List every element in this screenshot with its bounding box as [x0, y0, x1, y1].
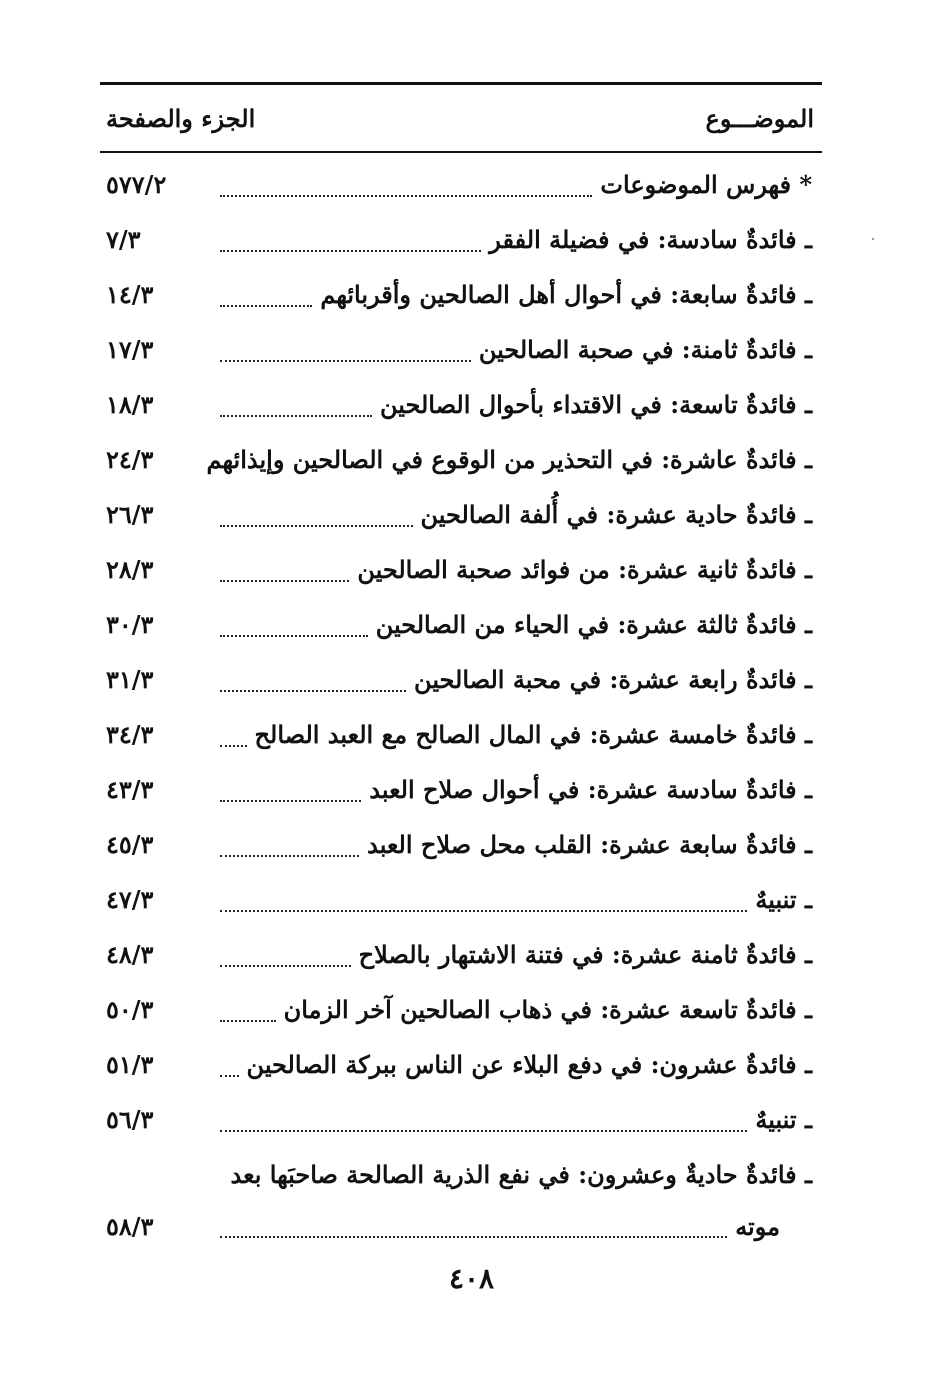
dot-leader	[220, 621, 368, 637]
index-entry	[100, 322, 822, 377]
entry-title: ـ فائدةٌ خامسة عشرة: في المال الصالح مع العبد الصالح	[254, 720, 812, 749]
entry-page: ١٤/٣	[106, 280, 154, 309]
dot-leader	[220, 511, 413, 527]
entry-page: ١٨/٣	[106, 390, 154, 419]
table-header	[100, 85, 822, 151]
entry-title: ـ فائدةٌ ثامنة: في صحبة الصالحين	[478, 335, 812, 364]
entry-title: ـ فائدةٌ ثالثة عشرة: في الحياء من الصالحين	[375, 610, 812, 639]
index-entry	[100, 597, 822, 652]
dot-leader	[220, 401, 372, 417]
entry-title: ـ فائدةٌ رابعة عشرة: في محبة الصالحين	[414, 665, 812, 694]
entry-title: ـ فائدةٌ تاسعة: في الاقتداء بأحوال الصالحين	[379, 390, 812, 419]
dot-leader	[220, 1061, 239, 1077]
dot-leader	[220, 896, 747, 912]
index-entry-continuation	[100, 1202, 822, 1250]
index-entry	[100, 652, 822, 707]
index-entry	[100, 927, 822, 982]
entry-title: ـ فائدةٌ ثانية عشرة: من فوائد صحبة الصالحين	[357, 555, 812, 584]
entry-page: ٢٤/٣	[106, 445, 154, 474]
dot-leader	[220, 841, 359, 857]
dot-leader	[220, 291, 312, 307]
entry-title: * فهرس الموضوعات	[600, 170, 812, 199]
index-entry	[100, 762, 822, 817]
index-entry	[100, 872, 822, 927]
index-entry-first-line	[100, 1147, 822, 1202]
dot-leader	[220, 1116, 747, 1132]
dot-leader	[220, 951, 351, 967]
page-number: ٤٠٨	[448, 1262, 495, 1295]
page-column-heading: الجزء والصفحة	[106, 103, 256, 133]
index-entry	[100, 1092, 822, 1147]
entry-title: ـ فائدةٌ عاشرة: في التحذير من الوقوع في الصالحين وإيذائهم	[206, 445, 812, 474]
entry-page: ٢٦/٣	[106, 500, 154, 529]
entry-title: ـ فائدةٌ سادسة عشرة: في أحوال صلاح العبد	[369, 775, 812, 804]
index-entry	[100, 157, 822, 212]
entry-page: ٤٣/٣	[106, 775, 154, 804]
dot-leader	[220, 236, 481, 252]
dot-leader	[220, 181, 592, 197]
index-entry	[100, 542, 822, 597]
dot-leader	[220, 786, 361, 802]
dot-leader	[220, 731, 247, 747]
entry-title: ـ فائدةٌ عشرون: في دفع البلاء عن الناس ببركة الصالحين	[246, 1050, 812, 1079]
entry-title: ـ فائدةٌ تاسعة عشرة: في ذهاب الصالحين آخر الزمان	[283, 995, 812, 1024]
entry-title: ـ فائدةٌ سابعة: في أحوال أهل الصالحين وأقربائهم	[320, 280, 812, 309]
entry-page: ١٧/٣	[106, 335, 154, 364]
entry-page: ٧/٣	[106, 225, 141, 254]
dot-leader	[220, 676, 406, 692]
entry-page: ٥١/٣	[106, 1050, 154, 1079]
entry-page: ٢٨/٣	[106, 555, 154, 584]
entry-page: ٣١/٣	[106, 665, 154, 694]
entry-page: ٤٨/٣	[106, 940, 154, 969]
entry-title: ـ تنبيهٌ	[755, 885, 812, 914]
entry-title: ـ فائدةٌ حادية عشرة: في أُلفة الصالحين	[420, 500, 812, 529]
entry-title: ـ فائدةٌ ثامنة عشرة: في فتنة الاشتهار بالصلاح	[358, 940, 812, 969]
entry-title: ـ تنبيهٌ	[755, 1105, 812, 1134]
entry-page: ٥٧٧/٢	[106, 170, 167, 199]
dot-leader	[220, 566, 349, 582]
index-entry	[100, 817, 822, 872]
index-entry	[100, 267, 822, 322]
index-page	[100, 82, 822, 1250]
dot-leader	[220, 1222, 727, 1238]
topic-column-heading: الموضـــوع	[705, 103, 814, 133]
index-entry	[100, 1037, 822, 1092]
margin-speck	[872, 238, 874, 240]
header-rule	[100, 151, 822, 153]
index-entry	[100, 707, 822, 762]
index-entry	[100, 487, 822, 542]
entry-page: ٥٠/٣	[106, 995, 154, 1024]
entry-page: ٣٠/٣	[106, 610, 154, 639]
index-entry	[100, 432, 822, 487]
entry-page: ٥٨/٣	[106, 1211, 154, 1241]
index-entry	[100, 212, 822, 267]
index-entries	[100, 157, 822, 1250]
dot-leader	[220, 1006, 276, 1022]
index-entry	[100, 982, 822, 1037]
dot-leader	[220, 346, 471, 362]
entry-title: ـ فائدةٌ حاديةٌ وعشرون: في نفع الذرية الصالحة صاحبَها بعد	[230, 1160, 812, 1189]
entry-title: ـ فائدةٌ سابعة عشرة: القلب محل صلاح العبد	[367, 830, 812, 859]
entry-page: ٣٤/٣	[106, 720, 154, 749]
entry-page: ٤٥/٣	[106, 830, 154, 859]
index-entry	[100, 377, 822, 432]
entry-title: ـ فائدةٌ سادسة: في فضيلة الفقر	[489, 225, 812, 254]
entry-page: ٥٦/٣	[106, 1105, 154, 1134]
entry-page: ٤٧/٣	[106, 885, 154, 914]
entry-title-continued: موته	[735, 1211, 780, 1241]
